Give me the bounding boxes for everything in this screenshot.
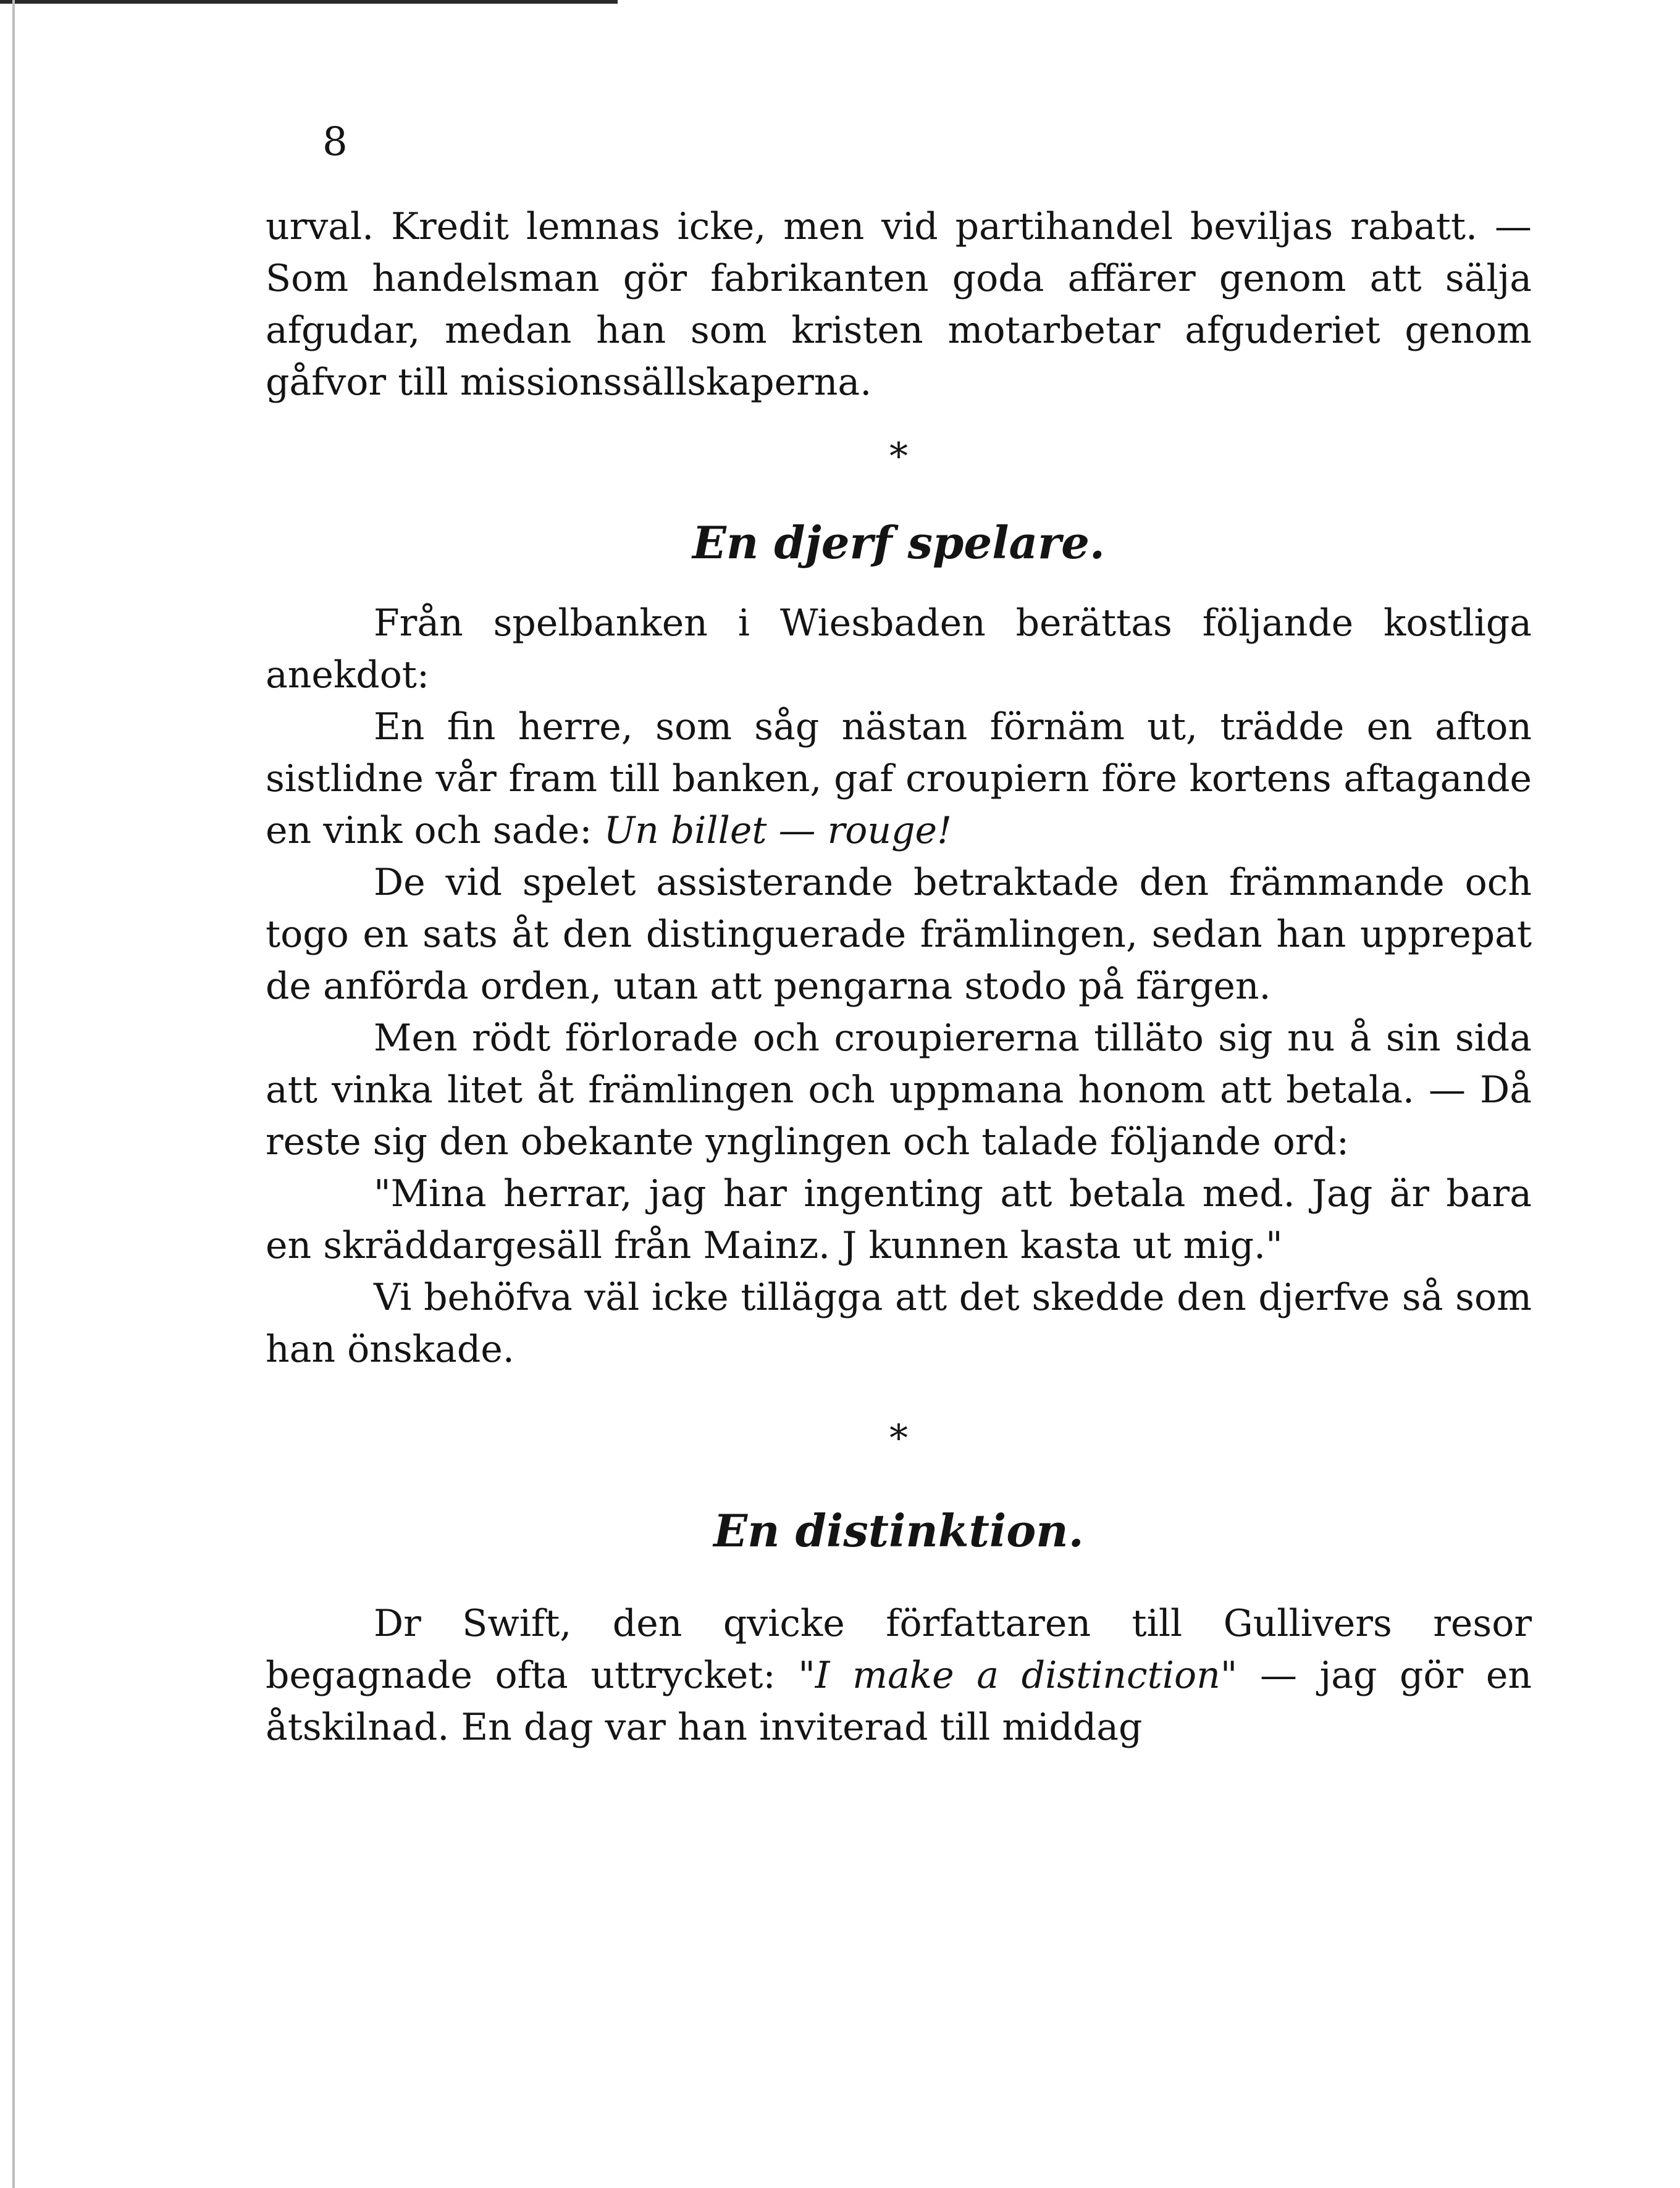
page-number: 8 [322,119,348,165]
section-asterisk-2: * [889,1417,908,1460]
story1-paragraph-1: Från spelbanken i Wiesbaden berättas följande kostliga anekdot: [266,601,1532,697]
story1-paragraph-2-text: En fin herre, som såg nästan förnäm ut, trädde en afton sistlidne vår fram till banken, gaf croupiern före kortens aftagande en vink och sade: [266,705,1532,852]
story-title-distinktion: En distinktion. [713,1504,1084,1557]
story1-paragraph-3: De vid spelet assisterande betraktade den främmande och togo en sats åt den distinguerade främlingen, sedan han upprepat de anförda orden, utan att pengarna stodo på färgen. [266,861,1532,1008]
section-asterisk-1: * [889,435,908,478]
story1-quote-italic: Un billet — rouge! [603,809,952,852]
story1-paragraph-5: "Mina herrar, jag har ingenting att betala med. Jag är bara en skräddargesäll från Mainz. J kunnen kasta ut mig." [266,1172,1532,1267]
story2-quote-italic: "I make a distinction" [798,1654,1238,1697]
continuation-paragraph: urval. Kredit lemnas icke, men vid partihandel beviljas rabatt. — Som handelsman gör fabrikanten goda affärer genom att sälja afgudar, medan han som kristen motarbetar afguderiet genom gåfvor till missionssällskaperna. [266,205,1532,404]
scan-edge-left [12,0,15,2188]
story1-paragraph-2 [266,701,1532,857]
story1-paragraph-4: Men rödt förlorade och croupiererna tilläto sig nu å sin sida att vinka litet åt främlingen och uppmana honom att betala. — Då reste sig den obekante ynglingen och talade följande ord: [266,1016,1532,1163]
story1-paragraph-6: Vi behöfva väl icke tillägga att det skedde den djerfve så som han önskade. [266,1276,1532,1371]
book-page [266,117,1532,1753]
story-title-djerf-spelare: En djerf spelare. [692,516,1105,569]
story2-paragraph-1-tail: — jag gör en åtskilnad. En dag var han inviterad till middag [266,1654,1532,1749]
scan-edge-top [0,0,618,4]
story2-paragraph-1 [266,1598,1532,1753]
story2-paragraph-1-lead: Dr Swift, den qvicke författaren till Gullivers resor begagnade ofta uttrycket: [266,1602,1532,1697]
